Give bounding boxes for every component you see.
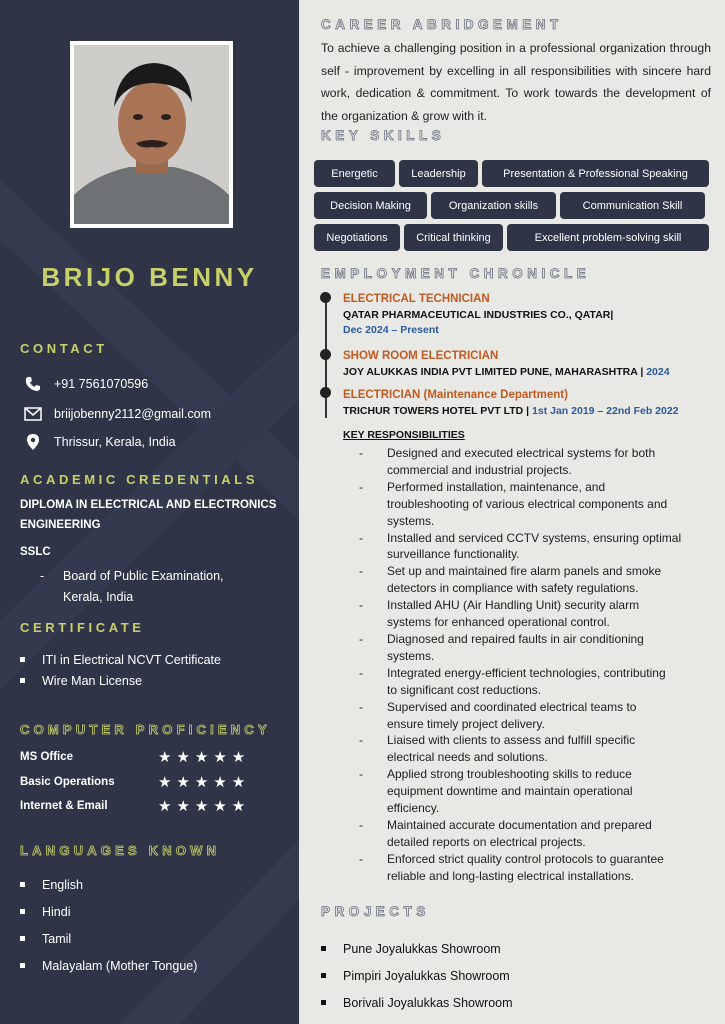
project-item: Pimpiri Joyalukkas Showroom (321, 962, 513, 989)
academic-heading: ACADEMIC CREDENTIALS (20, 472, 259, 487)
timeline-dot (320, 387, 331, 398)
responsibility-line: equipment downtime and maintain operational (387, 784, 633, 799)
responsibility-line: - Enforced strict quality control protocols to guarantee (359, 851, 664, 866)
responsibility-line: - Diagnosed and repaired faults in air conditioning (359, 631, 644, 646)
job-entry (343, 348, 713, 381)
language-item: Tamil (20, 925, 197, 952)
responsibility-line: troubleshooting of various electrical components and (387, 496, 668, 511)
skill-tag: Excellent problem-solving skill (507, 224, 709, 251)
skill-tag: Negotiations (314, 224, 400, 251)
job-date: Dec 2024 – Present (343, 324, 439, 336)
responsibility-line: - Installed AHU (Air Handling Unit) security alarm (359, 598, 640, 613)
skill-tag: Presentation & Professional Speaking (482, 160, 709, 187)
timeline-dot (320, 349, 331, 360)
responsibility-line: electrical needs and solutions. (387, 750, 548, 765)
skill-tag: Energetic (314, 160, 395, 187)
proficiency-row: MS Office ★★★★★ (20, 749, 251, 766)
responsibility-line: reliable and long-lasting electrical installations. (387, 868, 634, 883)
certificate-item: ITI in Electrical NCVT Certificate (20, 649, 221, 670)
job-company: QATAR PHARMACEUTICAL INDUSTRIES CO., QATAR| (343, 309, 614, 321)
languages-heading: LANGUAGES KNOWN (20, 843, 221, 858)
skill-tag: Organization skills (431, 192, 556, 219)
job-title: ELECTRICIAN (Maintenance Department) (343, 389, 568, 401)
main-content (299, 0, 725, 1024)
responsibility-line: - Integrated energy-efficient technologies, contributing (359, 665, 666, 680)
responsibility-line: - Designed and executed electrical systems for both (359, 446, 656, 460)
job-title: ELECTRICAL TECHNICIAN (343, 293, 490, 305)
responsibility-list (359, 445, 714, 885)
key-skills-heading: KEY SKILLS (321, 128, 446, 143)
contact-heading: CONTACT (20, 341, 108, 356)
sidebar (0, 0, 299, 1024)
job-company: JOY ALUKKAS INDIA PVT LIMITED PUNE, MAHARASHTRA | 2024 (343, 366, 670, 378)
skills-grid (314, 160, 709, 256)
responsibility-line: - Set up and maintained fire alarm panels and smoke (359, 564, 662, 579)
responsibility-line: systems. (387, 513, 435, 528)
board-line-1: Board of Public Examination, (63, 569, 224, 583)
board-line-2: Kerala, India (63, 590, 134, 604)
project-item: Pune Joyalukkas Showroom (321, 935, 513, 962)
skill-tag: Critical thinking (404, 224, 503, 251)
location-pin-icon (22, 434, 44, 450)
location-text: Thrissur, Kerala, India (54, 435, 176, 449)
job-entry (343, 291, 713, 336)
project-list (321, 935, 513, 1016)
employment-heading: EMPLOYMENT CHRONICLE (321, 266, 591, 281)
responsibility-line: - Performed installation, maintenance, and (359, 479, 606, 494)
responsibility-line: systems. (387, 648, 435, 663)
profile-photo (74, 45, 229, 224)
language-list (20, 871, 197, 979)
language-item: Malayalam (Mother Tongue) (20, 952, 197, 979)
responsibility-line: - Liaised with clients to assess and fulfill specific (359, 733, 636, 748)
responsibility-line: efficiency. (387, 801, 440, 816)
contact-phone (22, 376, 148, 392)
responsibility-line: commercial and industrial projects. (387, 462, 572, 477)
proficiency-row: Internet & Email ★★★★★ (20, 798, 251, 815)
responsibility-line: to significant cost reductions. (387, 682, 542, 697)
job-title: SHOW ROOM ELECTRICIAN (343, 350, 499, 362)
rating-stars: ★★★★★ (158, 798, 251, 815)
career-objective: To achieve a challenging position in a professional organization through self - improvement by excelling in all responsibilities with sincere hard work, dedication & commitment. To work towards the development of the organization & grow with it. (321, 41, 711, 123)
career-heading: CAREER ABRIDGEMENT (321, 17, 563, 32)
responsibility-line: - Installed and serviced CCTV systems, ensuring optimal (359, 530, 682, 545)
sslc-board: - Board of Public Examination, Kerala, India (40, 566, 224, 608)
timeline-dot (320, 292, 331, 303)
responsibility-line: ensure timely project delivery. (387, 716, 545, 731)
computer-proficiency-heading: COMPUTER PROFICIENCY (20, 722, 271, 737)
responsibility-line: - Maintained accurate documentation and prepared (359, 817, 652, 832)
projects-heading: PROJECTS (321, 904, 430, 919)
responsibility-line: detailed reports on electrical projects. (387, 834, 586, 849)
diploma-title: DIPLOMA IN ELECTRICAL AND ELECTRONICS ENGINEERING (20, 499, 277, 531)
proficiency-row: Basic Operations ★★★★★ (20, 774, 251, 791)
language-item: English (20, 871, 197, 898)
language-item: Hindi (20, 898, 197, 925)
certificate-heading: CERTIFICATE (20, 620, 145, 635)
responsibility-line: surveillance functionality. (387, 547, 520, 562)
job-entry (343, 387, 713, 420)
key-responsibilities-heading: KEY RESPONSIBILITIES (343, 429, 465, 441)
skill-tag: Leadership (399, 160, 478, 187)
responsibility-line: - Supervised and coordinated electrical teams to (359, 699, 637, 714)
responsibility-line: detectors in compliance with safety regulations. (387, 581, 639, 596)
certificate-list (20, 649, 221, 691)
phone-number: +91 7561070596 (54, 377, 149, 391)
job-date: 1st Jan 2019 – 22nd Feb 2022 (532, 405, 679, 417)
email-icon (22, 406, 44, 422)
job-date: 2024 (646, 366, 670, 378)
responsibility-line: systems for enhanced operational control. (387, 615, 610, 630)
profile-photo-frame (70, 41, 233, 228)
skill-tag: Communication Skill (560, 192, 705, 219)
project-item: Borivali Joyalukkas Showroom (321, 989, 513, 1016)
responsibility-line: - Applied strong troubleshooting skills to reduce (359, 767, 632, 782)
rating-stars: ★★★★★ (158, 774, 251, 791)
skill-tag: Decision Making (314, 192, 427, 219)
candidate-name: BRIJO BENNY (41, 262, 258, 292)
rating-stars: ★★★★★ (158, 749, 251, 766)
phone-icon (22, 376, 44, 392)
contact-email (22, 406, 211, 422)
email-address: briijobenny2112@gmail.com (54, 407, 211, 421)
sslc-title: SSLC (20, 546, 51, 558)
job-company: TRICHUR TOWERS HOTEL PVT LTD | 1st Jan 2019 – 22nd Feb 2022 (343, 405, 679, 417)
contact-location (22, 434, 176, 450)
certificate-item: Wire Man License (20, 670, 221, 691)
